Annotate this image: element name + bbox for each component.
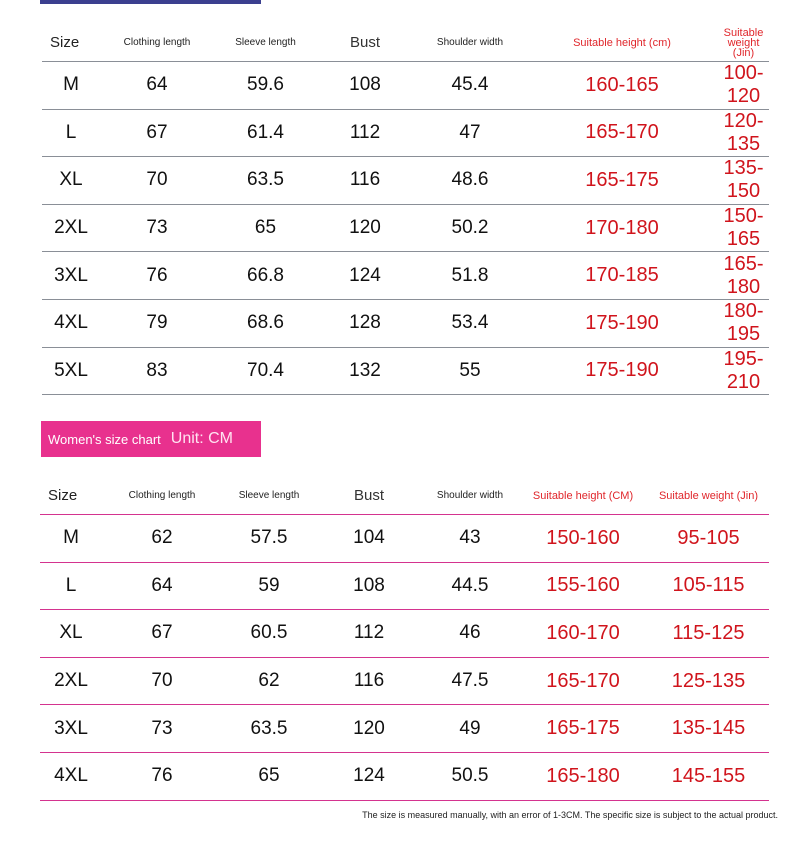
cell-clothing-length: 64 <box>146 74 168 96</box>
cell-bust: 120 <box>353 717 385 739</box>
women-chart-title: Women's size chart <box>48 431 161 447</box>
header-clothing-length: Clothing length <box>128 490 196 501</box>
cell-suitable-height: 165-180 <box>546 764 620 787</box>
cell-suitable-height: 165-170 <box>546 669 620 692</box>
cell-sleeve-length: 60.5 <box>250 622 288 644</box>
cell-suitable-weight: 135-150 <box>723 157 764 203</box>
cell-suitable-weight: 125-135 <box>671 669 746 692</box>
cell-size: 2XL <box>54 217 88 239</box>
cell-shoulder-width: 47 <box>459 121 481 143</box>
measurement-note: The size is measured manually, with an error of 1-3CM. The specific size is subject to the actual product. <box>362 810 778 820</box>
table-row <box>42 252 769 300</box>
cell-suitable-height: 160-165 <box>585 73 659 96</box>
cell-clothing-length: 76 <box>151 765 173 787</box>
cell-bust: 112 <box>349 121 381 143</box>
cell-suitable-weight: 135-145 <box>671 717 746 740</box>
cell-shoulder-width: 45.4 <box>451 74 489 96</box>
cell-suitable-weight: 115-125 <box>672 621 745 644</box>
women-size-chart-badge <box>41 421 261 457</box>
table-row <box>42 157 769 205</box>
table-row <box>40 610 769 658</box>
cell-size: XL <box>59 169 83 191</box>
cell-suitable-height: 160-170 <box>546 621 620 644</box>
cell-suitable-weight: 165-180 <box>723 252 764 298</box>
cell-suitable-weight: 195-210 <box>723 347 764 393</box>
header-suitable-height: Suitable height (cm) <box>573 36 671 49</box>
cell-size: 5XL <box>54 359 88 381</box>
cell-shoulder-width: 50.5 <box>451 765 489 787</box>
cell-suitable-weight: 180-195 <box>723 300 764 346</box>
cell-sleeve-length: 59 <box>258 574 280 596</box>
cell-shoulder-width: 53.4 <box>451 312 489 334</box>
cell-bust: 108 <box>349 74 381 96</box>
cell-suitable-height: 170-185 <box>585 264 659 287</box>
cell-suitable-height: 155-160 <box>546 574 620 597</box>
cell-size: M <box>63 74 79 96</box>
cell-size: 4XL <box>54 765 88 787</box>
cell-size: 2XL <box>54 670 88 692</box>
cell-clothing-length: 67 <box>151 622 173 644</box>
cell-clothing-length: 83 <box>146 359 168 381</box>
header-shoulder-width: Shoulder width <box>436 36 504 48</box>
table-row <box>40 753 769 801</box>
header-shoulder-width: Shoulder width <box>436 490 504 501</box>
header-size: Size <box>48 487 78 504</box>
cell-suitable-weight: 95-105 <box>677 526 740 549</box>
cell-size: L <box>65 574 77 596</box>
header-bust: Bust <box>353 487 384 504</box>
cell-size: 3XL <box>54 717 88 739</box>
cell-sleeve-length: 59.6 <box>247 74 284 96</box>
cell-suitable-weight: 100-120 <box>723 62 764 108</box>
cell-suitable-height: 175-190 <box>585 359 659 382</box>
header-clothing-length: Clothing length <box>123 36 191 48</box>
men-size-table <box>42 24 769 395</box>
cell-clothing-length: 70 <box>146 169 168 191</box>
cell-suitable-height: 165-175 <box>585 168 659 191</box>
women-chart-unit: Unit: CM <box>170 430 234 447</box>
cell-sleeve-length: 68.6 <box>247 312 284 334</box>
cell-bust: 116 <box>349 169 381 191</box>
cell-bust: 124 <box>353 765 385 787</box>
cell-shoulder-width: 50.2 <box>451 217 489 239</box>
cell-bust: 104 <box>353 527 385 549</box>
cell-shoulder-width: 49 <box>459 717 481 739</box>
header-size: Size <box>50 33 80 51</box>
women-table-header <box>40 478 769 515</box>
women-size-table <box>40 478 769 801</box>
cell-sleeve-length: 70.4 <box>247 359 284 381</box>
men-table-header <box>42 24 769 62</box>
table-row <box>40 515 769 563</box>
cell-bust: 112 <box>353 622 385 644</box>
cell-sleeve-length: 61.4 <box>247 121 284 143</box>
table-row <box>42 300 769 348</box>
table-row <box>40 705 769 753</box>
cell-shoulder-width: 48.6 <box>451 169 489 191</box>
header-bust: Bust <box>349 33 380 51</box>
header-sleeve-length: Sleeve length <box>235 36 296 48</box>
cell-shoulder-width: 47.5 <box>451 670 489 692</box>
cell-shoulder-width: 43 <box>459 527 481 549</box>
cell-suitable-weight: 105-115 <box>672 574 745 597</box>
cell-clothing-length: 79 <box>146 312 168 334</box>
cell-clothing-length: 64 <box>151 574 173 596</box>
cell-sleeve-length: 63.5 <box>247 169 284 191</box>
cell-bust: 116 <box>353 670 385 692</box>
cell-size: M <box>63 527 79 549</box>
cell-bust: 132 <box>349 359 381 381</box>
cell-clothing-length: 76 <box>146 264 168 286</box>
header-suitable-weight: Suitable weight (Jin) <box>723 26 764 59</box>
cell-bust: 124 <box>349 264 381 286</box>
cell-suitable-height: 150-160 <box>546 526 620 549</box>
table-row <box>42 110 769 158</box>
cell-sleeve-length: 65 <box>254 217 277 239</box>
cell-clothing-length: 62 <box>151 527 173 549</box>
cell-suitable-height: 165-175 <box>546 717 620 740</box>
cell-sleeve-length: 57.5 <box>250 527 288 549</box>
cell-suitable-weight: 145-155 <box>671 764 746 787</box>
header-sleeve-length: Sleeve length <box>238 490 300 501</box>
cell-shoulder-width: 51.8 <box>451 264 489 286</box>
cell-bust: 128 <box>349 312 381 334</box>
cell-clothing-length: 70 <box>151 670 173 692</box>
cell-size: 3XL <box>54 264 88 286</box>
cell-bust: 120 <box>349 217 381 239</box>
cell-suitable-weight: 120-135 <box>723 109 764 155</box>
cell-size: 4XL <box>54 312 88 334</box>
header-suitable-weight: Suitable weight (Jin) <box>658 490 759 502</box>
table-row <box>42 348 769 396</box>
cell-suitable-height: 170-180 <box>585 216 659 239</box>
cell-clothing-length: 73 <box>151 717 173 739</box>
table-row <box>42 205 769 253</box>
cell-size: L <box>65 121 77 143</box>
cell-shoulder-width: 55 <box>459 359 481 381</box>
table-row <box>42 62 769 110</box>
cell-suitable-height: 165-170 <box>585 121 659 144</box>
cell-sleeve-length: 66.8 <box>247 264 284 286</box>
cell-suitable-height: 175-190 <box>585 311 659 334</box>
cell-clothing-length: 73 <box>146 217 168 239</box>
table-row <box>40 658 769 706</box>
cell-bust: 108 <box>353 574 385 596</box>
header-suitable-height: Suitable height (CM) <box>532 490 634 502</box>
cell-sleeve-length: 62 <box>258 670 280 692</box>
cell-shoulder-width: 44.5 <box>451 574 489 596</box>
cell-suitable-weight: 150-165 <box>723 205 764 251</box>
cell-clothing-length: 67 <box>146 121 168 143</box>
cell-sleeve-length: 65 <box>258 765 280 787</box>
cell-size: XL <box>59 622 83 644</box>
men-chart-header-bar <box>40 0 261 4</box>
table-row <box>40 563 769 611</box>
cell-shoulder-width: 46 <box>459 622 481 644</box>
cell-sleeve-length: 63.5 <box>250 717 288 739</box>
